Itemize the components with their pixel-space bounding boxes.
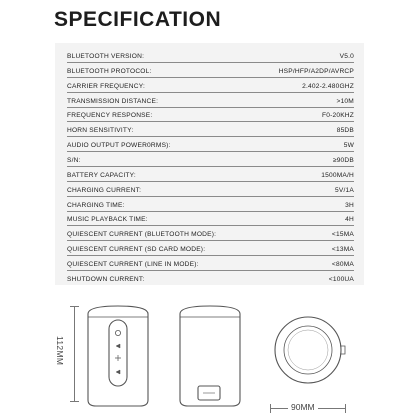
spec-label: SHUTDOWN CURRENT: <box>67 275 145 283</box>
diameter-dimension-label: 90MM <box>288 402 318 412</box>
spec-label: CHARGING TIME: <box>67 201 125 209</box>
spec-value: <100UA <box>328 275 354 283</box>
spec-row <box>67 166 354 182</box>
spec-value: HSP/HFP/A2DP/AVRCP <box>278 67 354 75</box>
spec-label: QUIESCENT CURRENT (SD CARD MODE): <box>67 246 206 254</box>
spec-value: >10M <box>336 97 354 105</box>
spec-label: HORN SENSITIVITY: <box>67 127 134 135</box>
speaker-top-view-drawing <box>275 317 345 383</box>
spec-value: ≥90DB <box>332 156 354 164</box>
speaker-line-drawings <box>0 300 420 420</box>
spec-label: S/N: <box>67 156 81 164</box>
spec-value: 4H <box>345 216 354 224</box>
spec-row <box>67 121 354 137</box>
spec-value: <80MA <box>331 260 354 268</box>
height-dimension-label: 112MM <box>55 336 65 366</box>
spec-row <box>67 181 354 197</box>
spec-row <box>67 225 354 241</box>
spec-value: 5V/1A <box>335 186 354 194</box>
speaker-front-view-drawing <box>88 306 148 406</box>
page-title: SPECIFICATION <box>54 8 222 31</box>
spec-label: QUIESCENT CURRENT (BLUETOOTH MODE): <box>67 231 217 239</box>
spec-row <box>67 77 354 93</box>
spec-row <box>67 210 354 226</box>
spec-value: F0-20KHZ <box>321 112 354 120</box>
spec-value: 5W <box>343 142 354 150</box>
spec-row <box>67 62 354 78</box>
spec-value: 2.402-2.480GHZ <box>302 82 354 90</box>
spec-row <box>67 106 354 122</box>
spec-label: BLUETOOTH VERSION: <box>67 53 145 60</box>
spec-value: 3H <box>345 201 354 209</box>
speaker-side-view-drawing <box>180 306 240 406</box>
spec-label: QUIESCENT CURRENT (LINE IN MODE): <box>67 260 199 268</box>
spec-label: CHARGING CURRENT: <box>67 186 142 194</box>
spec-label: BATTERY CAPACITY: <box>67 171 136 179</box>
spec-label: CARRIER FREQUENCY: <box>67 82 145 90</box>
spec-value: V5.0 <box>339 53 354 60</box>
spec-value: 85DB <box>336 127 354 135</box>
spec-value: <13MA <box>331 246 354 254</box>
spec-label: FREQUENCY RESPONSE: <box>67 112 153 120</box>
spec-label: TRANSMISSION DISTANCE: <box>67 97 159 105</box>
spec-row <box>67 196 354 212</box>
spec-value: <15MA <box>331 231 354 239</box>
spec-row <box>67 136 354 152</box>
spec-row <box>67 47 354 63</box>
spec-table <box>55 43 364 285</box>
spec-value: 1500MA/H <box>321 171 354 179</box>
spec-row <box>67 255 354 271</box>
spec-row <box>67 151 354 167</box>
spec-row <box>67 240 354 256</box>
spec-row <box>67 92 354 108</box>
spec-label: BLUETOOTH PROTOCOL: <box>67 67 152 75</box>
spec-row <box>67 270 354 285</box>
spec-label: MUSIC PLAYBACK TIME: <box>67 216 148 224</box>
spec-label: AUDIO OUTPUT POWER0RMS): <box>67 142 171 150</box>
